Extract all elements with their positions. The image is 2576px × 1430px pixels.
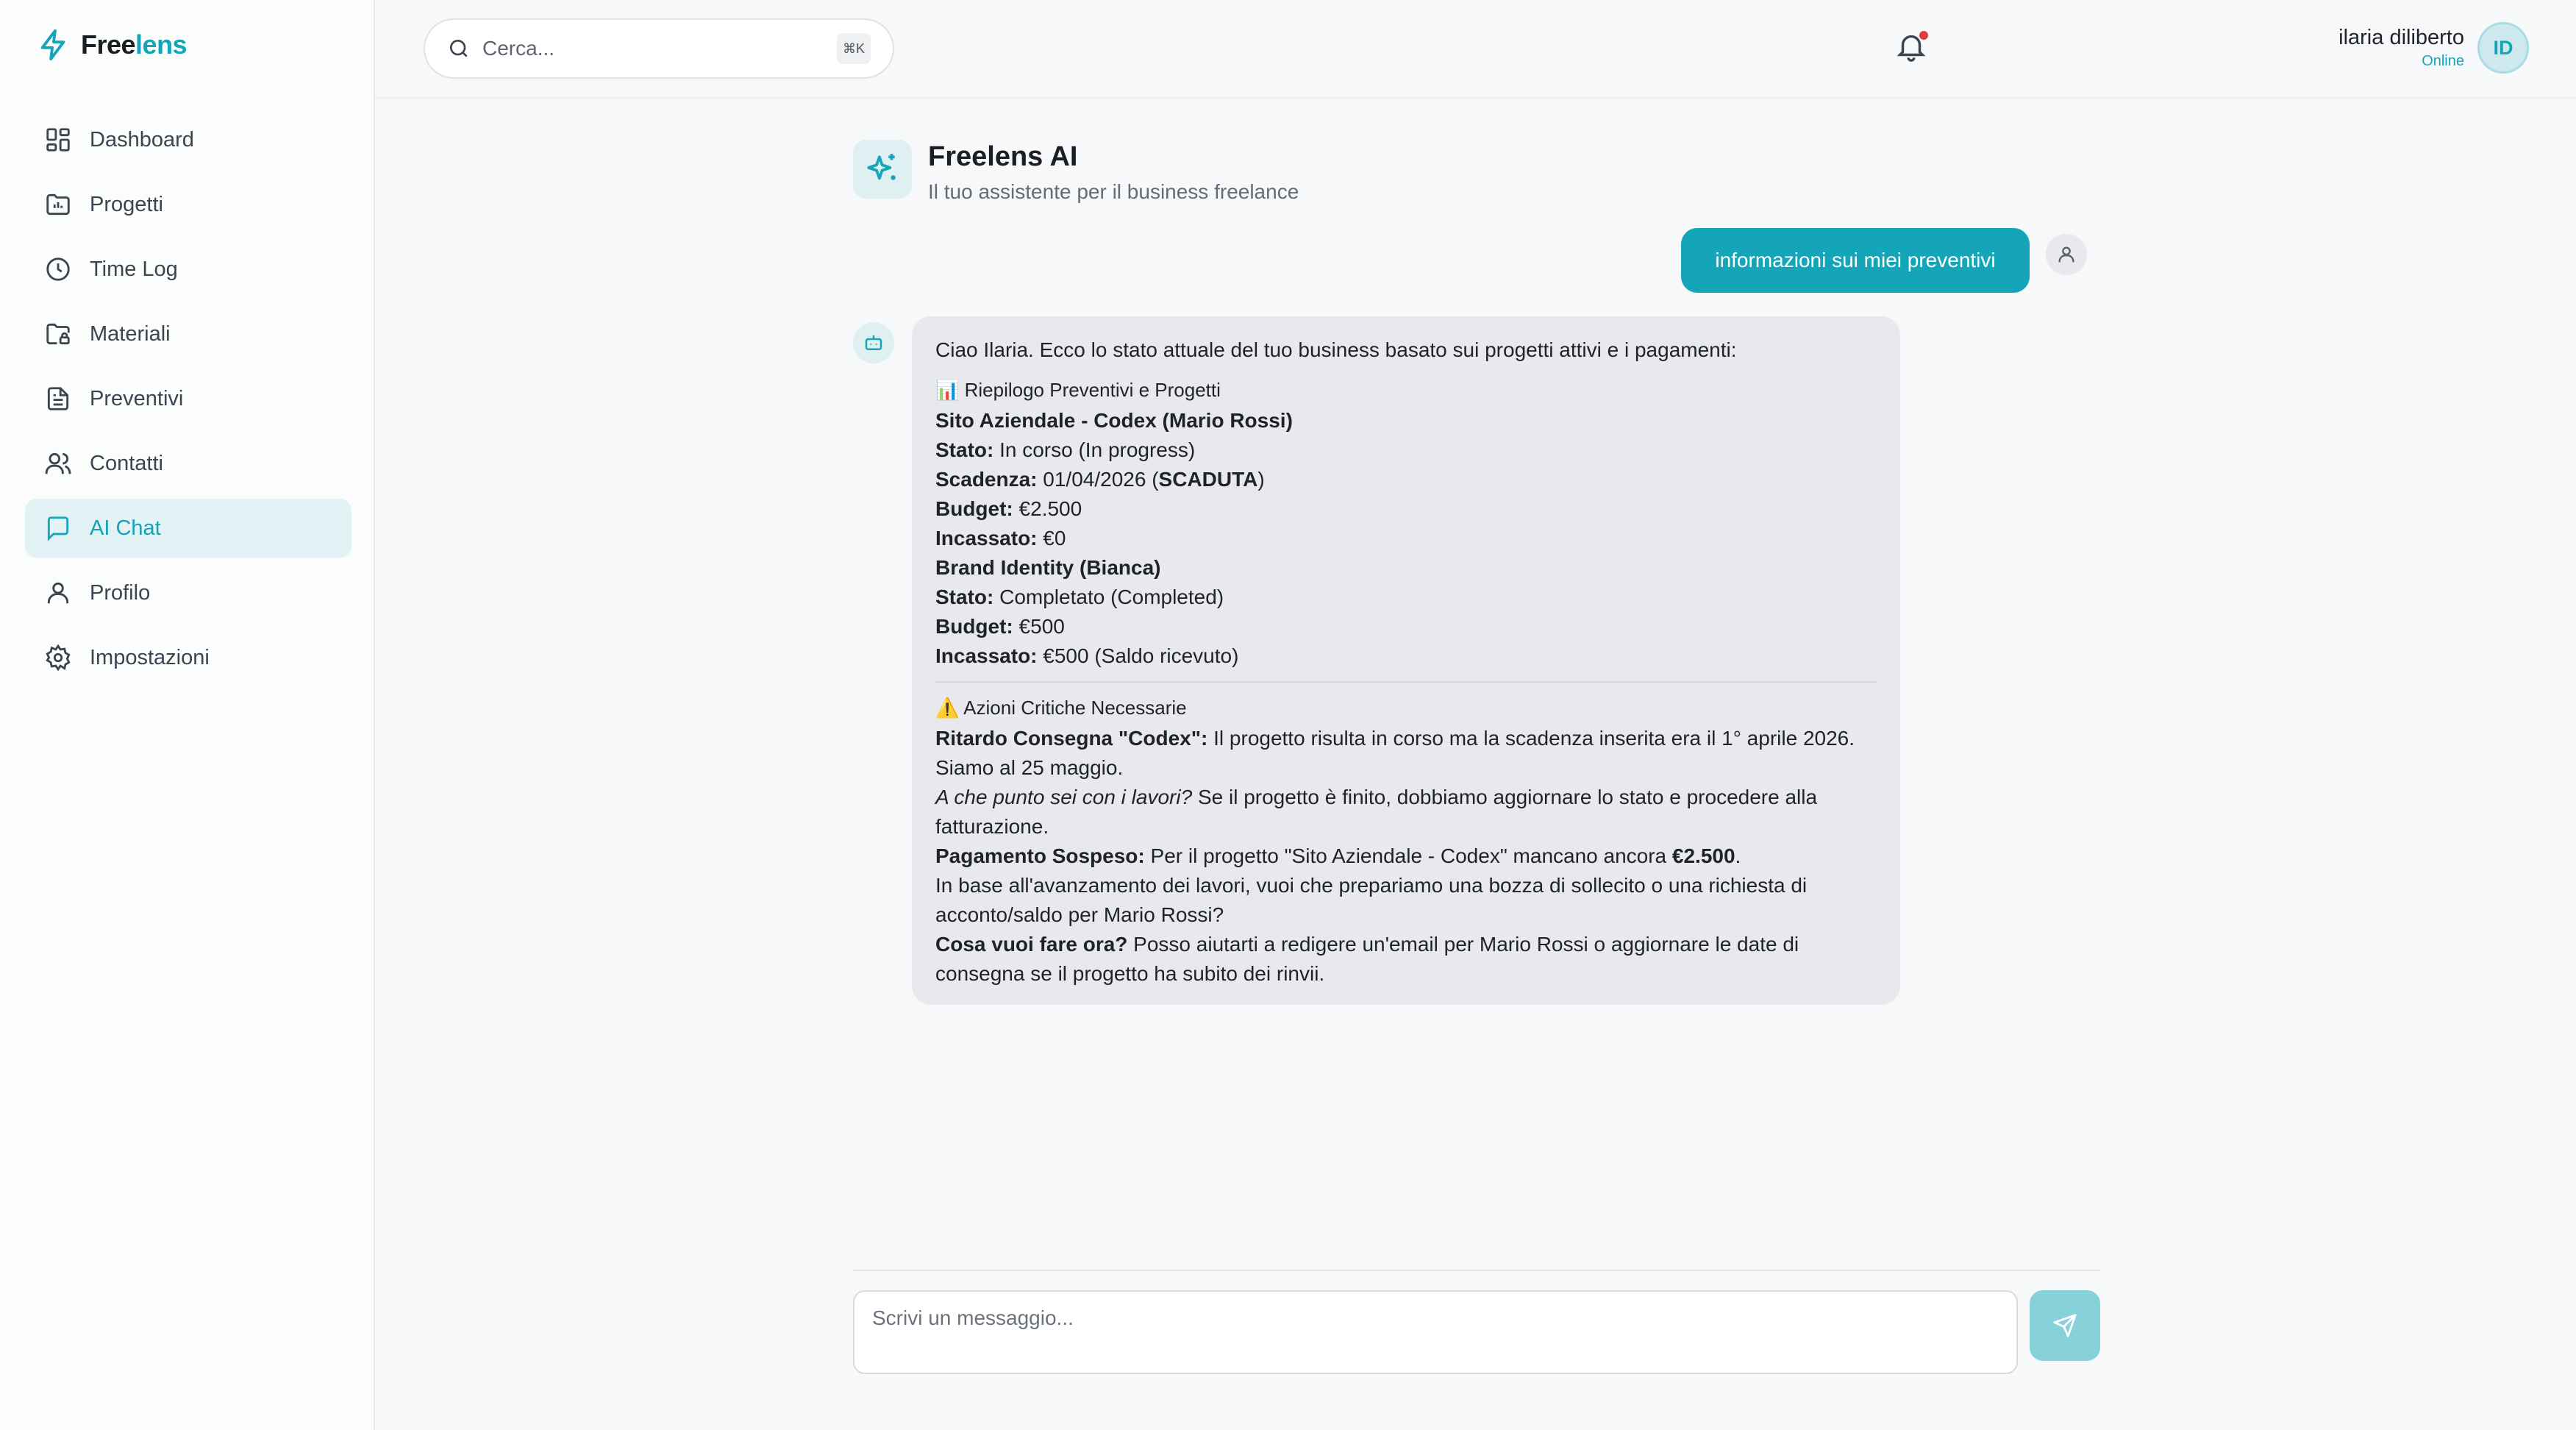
message-input[interactable]: Scrivi un messaggio...: [853, 1290, 2018, 1374]
gear-icon: [43, 642, 74, 673]
action-question: A che punto sei con i lavori? Se il progetto è finito, dobbiamo aggiornare lo stato e procedere alla fatturazione.: [935, 786, 1818, 838]
project-collected: Incassato: €500 (Saldo ricevuto): [935, 644, 1239, 667]
user-menu[interactable]: [2338, 22, 2529, 74]
avatar[interactable]: ID: [2477, 22, 2529, 74]
bot-avatar: [853, 322, 894, 363]
sidebar-item-impostazioni[interactable]: [25, 628, 352, 687]
project-status: Stato: In corso (In progress): [935, 438, 1196, 461]
user-name: ilaria diliberto: [2338, 26, 2464, 49]
logo[interactable]: [37, 28, 187, 62]
bot-icon: [863, 332, 885, 354]
users-icon: [43, 448, 74, 479]
sparkles-icon: [853, 140, 912, 199]
sidebar-item-label: Dashboard: [90, 127, 194, 152]
sidebar-item-ai-chat[interactable]: [25, 499, 352, 558]
user-message: informazioni sui miei preventivi: [1681, 228, 2030, 293]
sidebar-item-label: Materiali: [90, 321, 171, 346]
sidebar-item-label: Profilo: [90, 580, 151, 605]
sidebar-item-label: Impostazioni: [90, 645, 210, 669]
folder-chart-icon: [43, 189, 74, 220]
bot-intro: Ciao Ilaria. Ecco lo stato attuale del tuo business basato sui progetti attivi e i pagamenti:: [935, 338, 1737, 361]
message-icon: [43, 513, 74, 544]
chat-title: Freelens AI: [928, 141, 1078, 172]
brand-name: Freelens: [81, 29, 188, 60]
sidebar-item-label: Time Log: [90, 257, 178, 281]
sidebar-item-label: AI Chat: [90, 516, 161, 540]
sidebar: [0, 0, 375, 1430]
next-step: Cosa vuoi fare ora? Posso aiutarti a redigere un'email per Mario Rossi o aggiornare le date di consegna se il progetto ha subito dei rinvii.: [935, 933, 1799, 985]
section-title: 📊 Riepilogo Preventivi e Progetti: [935, 379, 1221, 401]
send-icon: [2052, 1313, 2077, 1338]
user-icon: [43, 577, 74, 608]
clock-icon: [43, 254, 74, 285]
project-collected: Incassato: €0: [935, 527, 1066, 549]
sidebar-item-contatti[interactable]: [25, 434, 352, 493]
user-status: Online: [2422, 53, 2464, 69]
document-icon: [43, 383, 74, 414]
project-status: Stato: Completato (Completed): [935, 586, 1224, 608]
user-icon: [2056, 244, 2077, 265]
sidebar-item-label: Contatti: [90, 451, 163, 475]
project-name: Sito Aziendale - Codex (Mario Rossi): [935, 409, 1293, 432]
sidebar-nav: [25, 110, 352, 693]
project-budget: Budget: €2.500: [935, 497, 1082, 520]
action-payment: Pagamento Sospeso: Per il progetto "Sito Aziendale - Codex" mancano ancora €2.500.: [935, 844, 1741, 867]
send-button[interactable]: [2030, 1290, 2100, 1361]
project-deadline: Scadenza: 01/04/2026 (SCADUTA): [935, 468, 1265, 491]
sidebar-item-profilo[interactable]: [25, 563, 352, 622]
assistant-message: [912, 316, 1900, 1005]
sidebar-item-progetti[interactable]: [25, 175, 352, 234]
user-message-avatar: [2046, 234, 2087, 275]
search-bar[interactable]: [424, 18, 894, 79]
search-icon: [447, 37, 471, 60]
search-shortcut: ⌘K: [837, 33, 871, 64]
action-followup: In base all'avanzamento dei lavori, vuoi che prepariamo una bozza di sollecito o una richiesta di acconto/saldo per Mario Rossi?: [935, 874, 1808, 926]
top-header: [375, 0, 2576, 99]
action-delay: Ritardo Consegna "Codex": Il progetto risulta in corso ma la scadenza inserita era il 1° aprile 2026. Siamo al 25 maggio.: [935, 727, 1855, 779]
sidebar-item-preventivi[interactable]: [25, 369, 352, 428]
notification-dot: [1919, 31, 1928, 40]
folder-lock-icon: [43, 319, 74, 349]
chat-subtitle: Il tuo assistente per il business freelance: [928, 180, 1299, 203]
sidebar-item-label: Preventivi: [90, 386, 184, 410]
sidebar-item-materiali[interactable]: [25, 305, 352, 363]
chat-header: [853, 140, 1299, 204]
sidebar-item-time-log[interactable]: [25, 240, 352, 299]
sidebar-item-label: Progetti: [90, 192, 163, 216]
divider: [935, 681, 1877, 683]
project-name: Brand Identity (Bianca): [935, 556, 1161, 579]
project-budget: Budget: €500: [935, 615, 1065, 638]
divider: [853, 1270, 2100, 1271]
sidebar-item-dashboard[interactable]: [25, 110, 352, 169]
bolt-icon: [37, 28, 71, 62]
notification-button[interactable]: [1894, 29, 1931, 66]
section-title: ⚠️ Azioni Critiche Necessarie: [935, 697, 1187, 719]
dashboard-icon: [43, 124, 74, 155]
search-input[interactable]: Cerca...: [482, 37, 555, 60]
